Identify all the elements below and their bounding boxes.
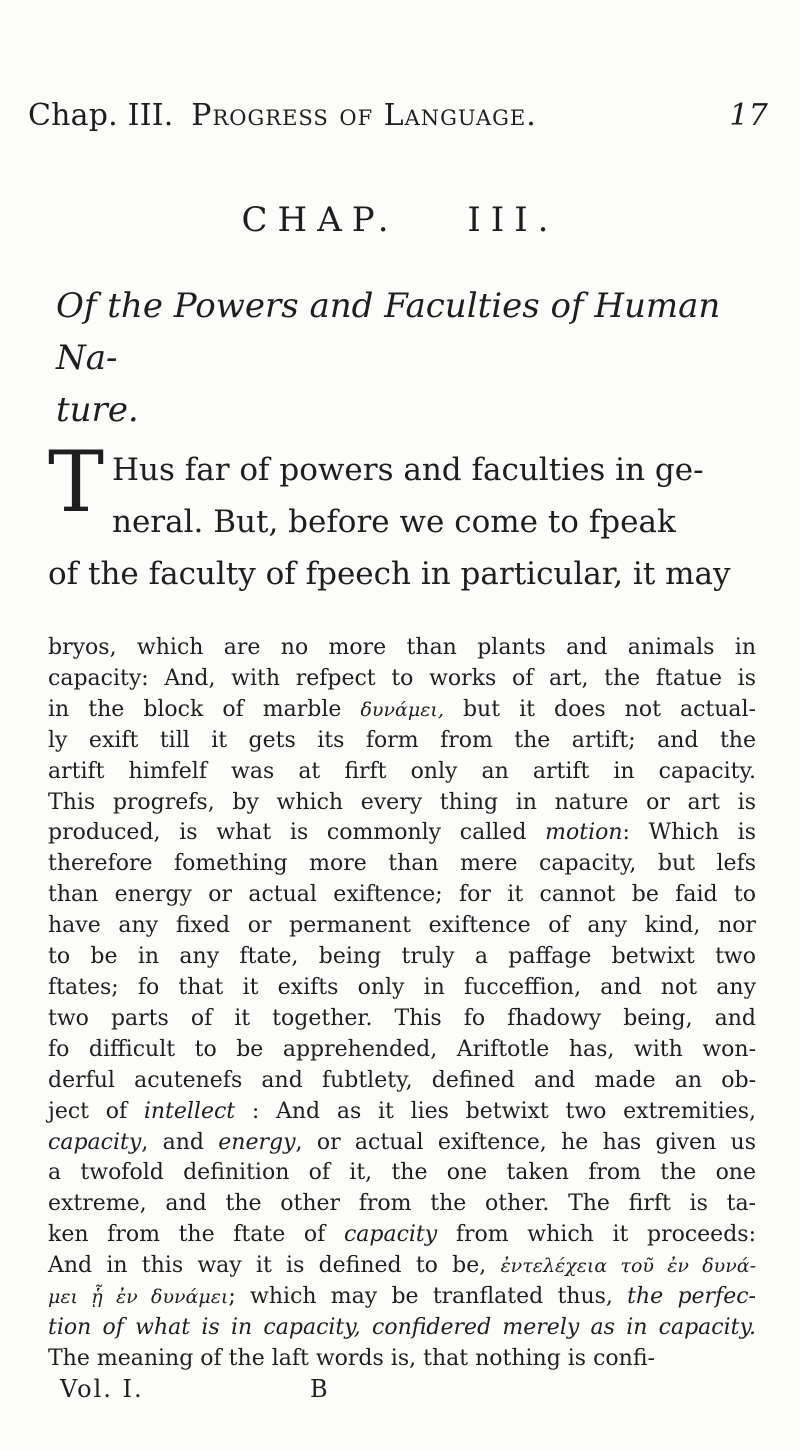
chapter-heading [0,200,800,240]
running-head-chapter: Chap. III. [28,98,174,133]
body-line: have any fixed or permanent exiftence of any kind, nor [48,913,756,939]
body-line: therefore fomething more than mere capacity, but lefs [48,851,756,877]
drop-cap: T [48,433,105,531]
body-line: artift himfelf was at firft only an artift in capacity. [48,758,756,784]
running-head-title: Progress of Language. [191,98,537,133]
body-line [48,1313,756,1344]
body-line: than energy or actual exiftence; for it cannot be faid to [48,882,756,908]
greek-term: μει ᾗ ἐν δυνάμει [48,1286,229,1309]
body-line: derful acutenefs and fubtlety, defined and made an ob- [48,1067,756,1093]
section-title [56,280,756,436]
section-title-line-2: ture. [56,390,139,430]
body-line: capacity, and energy, or actual exiftence, he has given us [48,1129,757,1155]
page-footer [60,1375,660,1403]
body-line: ken from the ftate of capacity from which it proceeds: [48,1222,756,1248]
body-line: to be in any ftate, being truly a paffage betwixt two [48,944,756,970]
italic-term: intellect [143,1098,236,1124]
italic-term: motion [545,820,623,846]
italic-term: capacity [343,1222,438,1248]
chapter-label: CHAP. [241,200,399,240]
signature-mark: B [310,1375,330,1403]
body-line: fo difficult to be apprehended, Ariftotle has, with won- [48,1036,756,1062]
body-line: produced, is what is commonly called motion: Which is [48,820,756,846]
italic-term: capacity [48,1129,142,1155]
italic-term: energy [218,1129,296,1155]
opening-line-2: neral. But, before we come to fpeak [112,504,676,540]
italic-term: tion of what is in capacity, confidered merely as in capacity. [48,1314,756,1340]
body-line: two parts of it together. This fo fhadowy being, and [48,1005,756,1031]
opening-paragraph [48,444,753,600]
greek-term: ἐντελέχεια τοῦ ἐν δυνά- [500,1255,756,1278]
body-line: ject of intellect : And as it lies betwixt two extremities, [48,1098,756,1124]
body-line: bryos, which are no more than plants and animals in [48,635,756,660]
body-line: ly exift till it gets its form from the artift; and the [48,727,756,753]
body-line: And in this way it is defined to be, ἐντελέχεια τοῦ ἐν δυνά- [48,1253,756,1279]
section-title-line-1: Of the Powers and Faculties of Human Na- [56,286,721,378]
greek-term: δυνάμει, [360,698,444,721]
body-line: The meaning of the laft words is, that nothing is confi- [48,1345,655,1371]
body-line: in the block of marble δυνάμει, but it does not actual- [48,696,756,722]
body-line: capacity: And, with refpect to works of art, the ftatue is [48,665,756,691]
opening-line-3: of the faculty of fpeech in particular, it may [48,556,731,592]
body-paragraph [48,633,756,1375]
running-head [28,98,768,133]
italic-term: the perfec- [627,1284,756,1310]
chapter-number: III. [467,200,559,240]
body-line: This progrefs, by which every thing in nature or art is [48,789,756,815]
body-line: extreme, and the other from the other. The firft is ta- [48,1191,756,1217]
volume-label: Vol. I. [60,1375,144,1403]
body-line: a twofold definition of it, the one taken from the one [48,1160,756,1186]
body-line: μει ᾗ ἐν δυνάμει; which may be tranflated thus, the perfec- [48,1284,756,1310]
page-number: 17 [729,98,768,133]
opening-line-1: Hus far of powers and faculties in ge- [112,452,704,488]
body-line: ftates; fo that it exifts only in fucceffion, and not any [48,974,756,1000]
